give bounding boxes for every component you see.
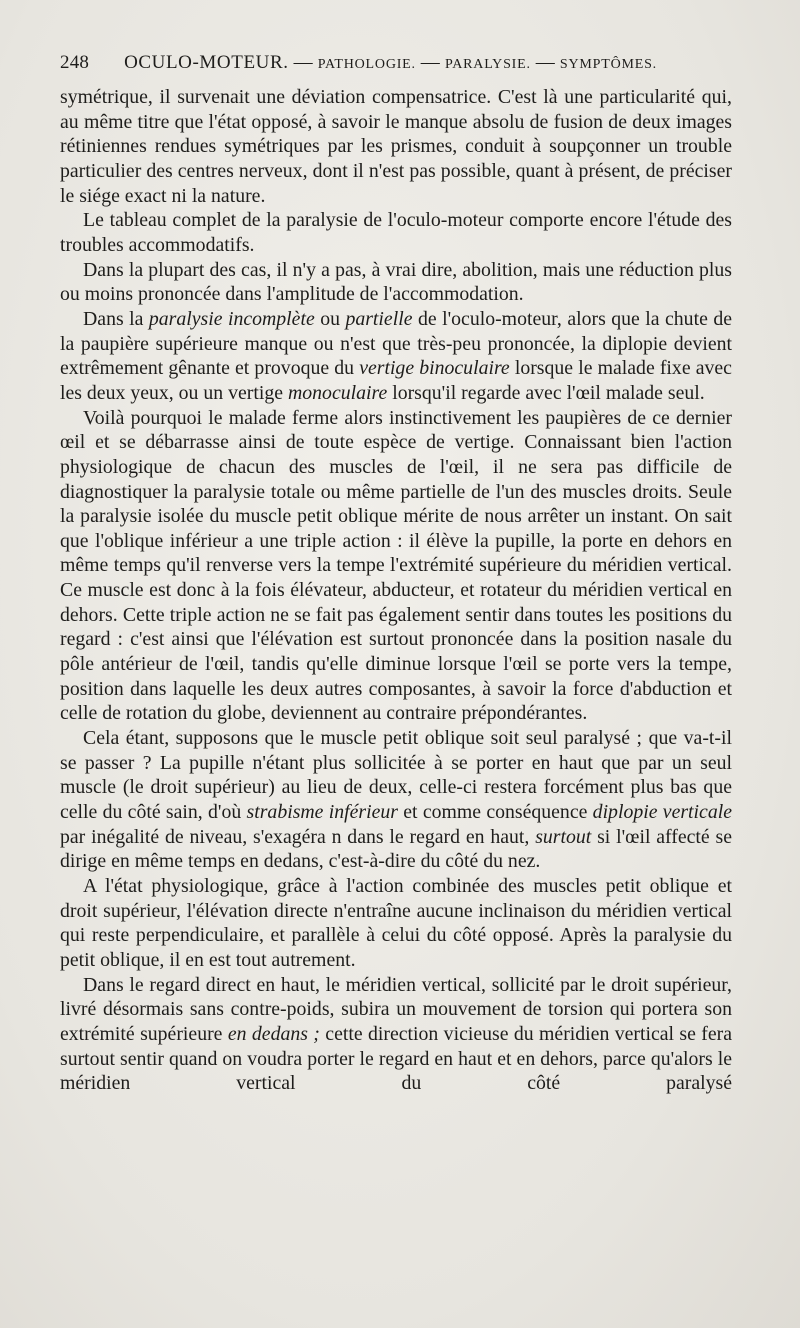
italic-term: vertige binoculaire bbox=[359, 357, 510, 380]
italic-term: paralysie incomplète bbox=[148, 307, 315, 330]
text-run: Dans la bbox=[83, 307, 149, 330]
paragraph bbox=[60, 973, 732, 1096]
text-run: par inégalité de niveau, s'exagéra n dans le regard en haut, bbox=[60, 825, 536, 848]
text-run: lorsqu'il regarde avec l'œil malade seul. bbox=[387, 381, 705, 404]
page-number: 248 bbox=[60, 52, 90, 73]
paragraph: Dans la plupart des cas, il n'y a pas, à vrai dire, abolition, mais une réduction plus ou moins prononcée dans l'amplitude de l'accommodation. bbox=[60, 258, 732, 306]
text-run: lorsque le malade fixe avec les deux yeux, ou un vertige bbox=[60, 357, 732, 404]
italic-term: diplopie verticale bbox=[592, 801, 732, 824]
chapter-title: OCULO-MOTEUR. bbox=[124, 52, 289, 73]
paragraph bbox=[60, 307, 732, 406]
text-run: si l'œil affecté se dirige en même temps en dedans, c'est-à-dire du côté du nez. bbox=[60, 825, 733, 873]
italic-term: partielle bbox=[345, 307, 413, 330]
body-text bbox=[60, 85, 732, 1096]
text-run: ou bbox=[314, 307, 346, 330]
italic-term: strabisme inférieur bbox=[246, 801, 398, 824]
header-dash: — bbox=[293, 52, 313, 73]
header-dash: — bbox=[420, 52, 440, 73]
paragraph: A l'état physiologique, grâce à l'action combinée des muscles petit oblique et droit supérieur, l'élévation directe n'entraîne aucune inclinaison du méridien vertical qui reste perpendiculaire, et parallèle à celui du côté opposé. Après la paralysie du petit oblique, il en est tout autrement. bbox=[60, 875, 732, 971]
paragraph: Voilà pourquoi le malade ferme alors instinctivement les paupières de ce dernier œil et se débarrasse ainsi de toute espèce de vertige. Connaissant bien l'action physiologique de chacun des muscles de l'œil, il ne sera pas difficile de diagnostiquer la paralysie totale ou même partielle de l'un des muscles droits. Seule la paralysie isolée du muscle petit oblique mérite de nous arrêter un instant. On sait que l'oblique inférieur a une triple action : il élève la pupille, la porte en dehors en même temps qu'il renverse vers la tempe l'extrémité supérieure du méridien vertical. Ce muscle est donc à la fois élévateur, abducteur, et rotateur du méridien vertical en dehors. Cette triple action ne se fait pas également sentir dans toutes les positions du regard : c'est ainsi que l'élévation est surtout prononcée dans la position nasale du pôle antérieur de l'œil, tandis qu'elle diminue lorsque l'œil se porte vers la tempe, position dans laquelle les deux autres composantes, à savoir la force d'abduction et celle de rotation du globe, deviennent au contraire prépondérantes. bbox=[60, 406, 732, 725]
running-head bbox=[60, 52, 750, 74]
text-run: de l'oculo-moteur, alors que la chute de la paupière supérieure manque ou n'est que très-peu prononcée, la diplopie devient extrêmement gênante et provoque du bbox=[60, 307, 732, 380]
text-run: Dans le regard direct en haut, le méridien vertical, sollicité par le droit supérieur, livré désormais sans contre-poids, subira un mouvement de torsion qui portera son extrémité supérieure bbox=[60, 973, 732, 1045]
topic-title: SYMPTÔMES. bbox=[559, 57, 657, 72]
paragraph bbox=[60, 726, 732, 874]
italic-term: surtout bbox=[535, 825, 592, 848]
text-run: et comme conséquence bbox=[397, 801, 593, 824]
header-dash: — bbox=[535, 52, 555, 73]
text-run: cette direction vicieuse du méridien vertical se fera surtout sentir quand on voudra porter le regard en haut et en dehors, parce qu'alors le méridien vertical du côté paralysé bbox=[60, 1022, 732, 1095]
italic-term: en dedans ; bbox=[227, 1022, 320, 1045]
paragraph: symétrique, il survenait une déviation compensatrice. C'est là une particularité qui, au même titre que l'état opposé, à savoir le manque absolu de fusion de deux images rétiniennes rendues symétriques par les prismes, conduit à soupçonner un trouble particulier des centres nerveux, dont il n'est pas possible, quant à présent, de préciser le siége exact ni la nature. bbox=[60, 86, 732, 207]
text-run: Cela étant, supposons que le muscle petit oblique soit seul paralysé ; que va-t-il se passer ? La pupille n'étant plus sollicitée à se porter en haut que par un seul muscle (le droit supérieur) au lieu de deux, celle-ci restera forcément plus bas que celle du côté sain, d'où bbox=[60, 727, 732, 824]
section-title: PATHOLOGIE. bbox=[317, 57, 416, 72]
italic-term: monoculaire bbox=[287, 381, 388, 404]
paragraph: Le tableau complet de la paralysie de l'oculo-moteur comporte encore l'étude des troubles accommodatifs. bbox=[60, 209, 732, 256]
subsection-title: PARALYSIE. bbox=[444, 57, 531, 72]
